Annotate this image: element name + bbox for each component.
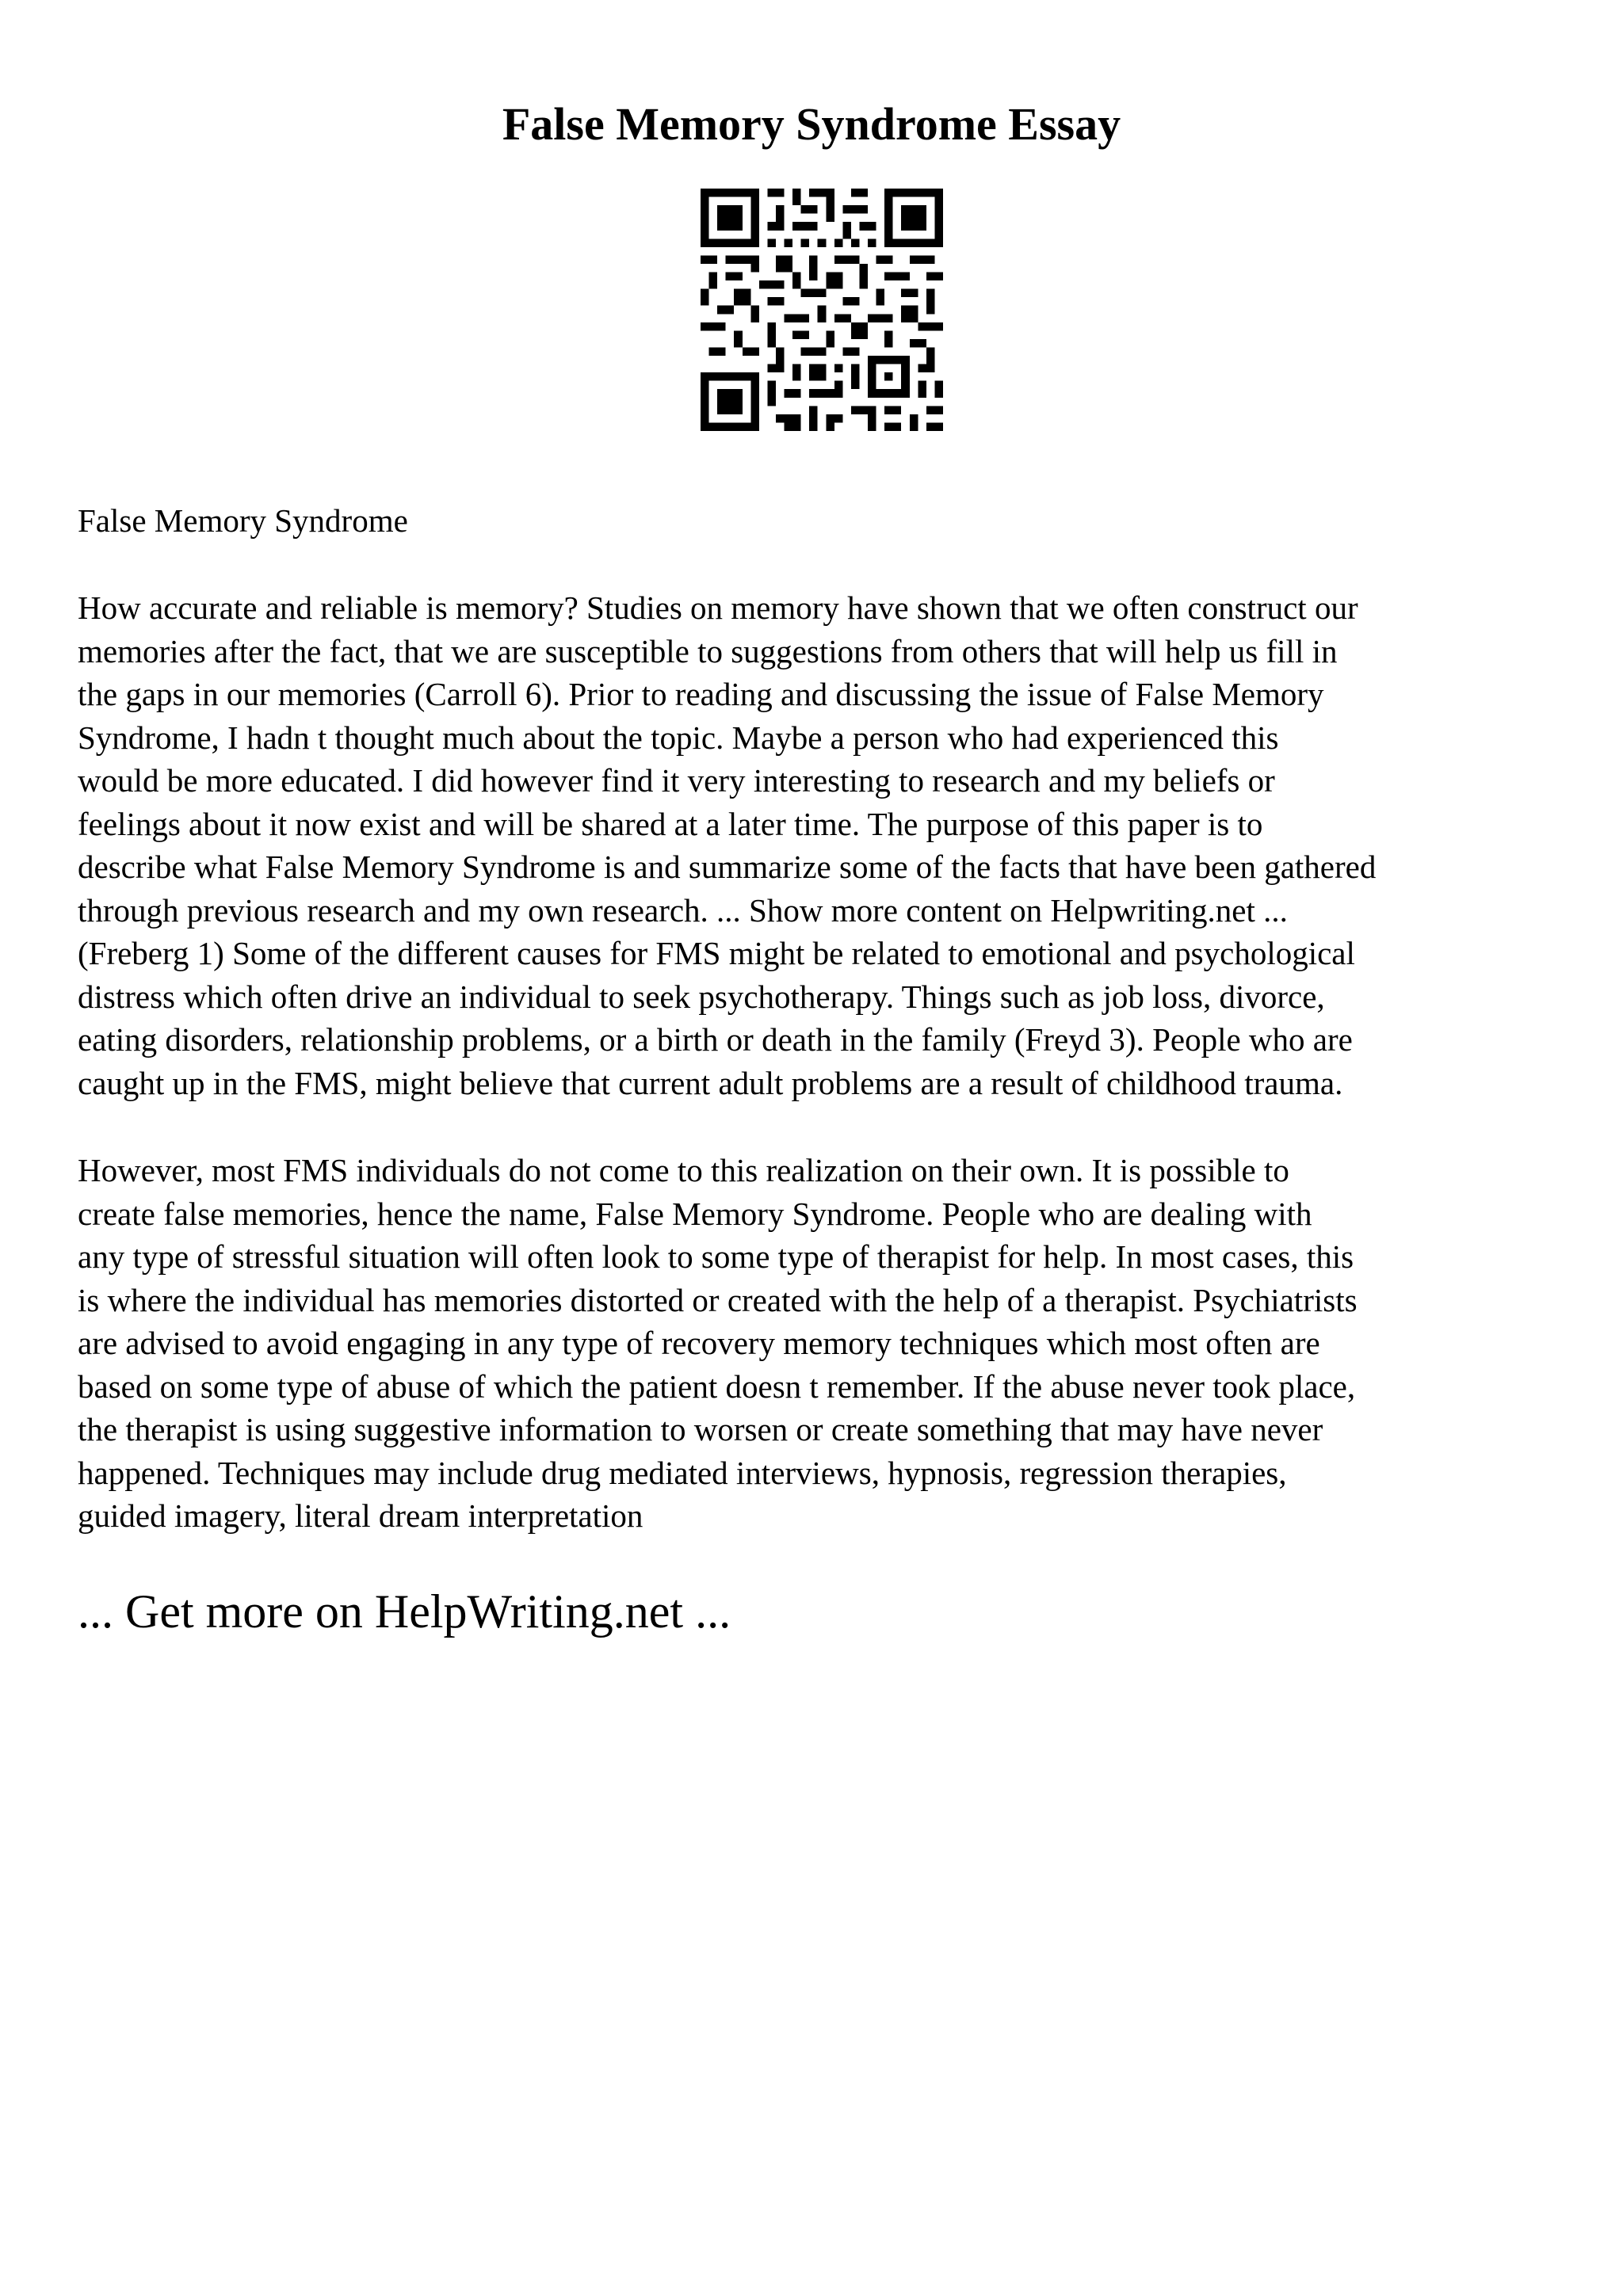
paragraph-line: feelings about it now exist and will be shared at a later time. The purpose of this paper is to	[78, 805, 1263, 842]
paragraph-line: memories after the fact, that we are susceptible to suggestions from others that will help us fill in	[78, 632, 1338, 669]
paragraph-line: describe what False Memory Syndrome is and summarize some of the facts that have been gathered	[78, 849, 1377, 885]
paragraph-line: distress which often drive an individual to seek psychotherapy. Things such as job loss, divorce,	[78, 978, 1325, 1015]
paragraph-line: would be more educated. I did however find it very interesting to research and my beliefs or	[78, 762, 1275, 799]
paragraph-line: create false memories, hence the name, False Memory Syndrome. People who are dealing with	[78, 1195, 1312, 1232]
qr-code-graphic	[701, 189, 943, 431]
paragraph-line: the therapist is using suggestive information to worsen or create something that may have never	[78, 1411, 1323, 1447]
paragraph-line: caught up in the FMS, might believe that current adult problems are a result of childhood trauma.	[78, 1064, 1343, 1101]
paragraph-line: any type of stressful situation will often look to some type of therapist for help. In most cases, this	[78, 1238, 1354, 1275]
paragraph-line: eating disorders, relationship problems, or a birth or death in the family (Freyd 3). People who are	[78, 1021, 1353, 1058]
get-more-link[interactable]: ... Get more on HelpWriting.net ...	[78, 1585, 731, 1638]
paragraph-line: based on some type of abuse of which the patient doesn t remember. If the abuse never took place,	[78, 1367, 1356, 1405]
qr-code-icon	[701, 189, 943, 431]
paragraph-line: the gaps in our memories (Carroll 6). Prior to reading and discussing the issue of False Memory	[78, 676, 1324, 712]
paragraph-1	[78, 586, 1568, 1104]
paragraph-line: guided imagery, literal dream interpretation	[78, 1497, 643, 1534]
paragraph-line: Syndrome, I hadn t thought much about the topic. Maybe a person who had experienced this	[78, 719, 1279, 756]
paragraph-line: (Freberg 1) Some of the different causes for FMS might be related to emotional and psychological	[78, 935, 1355, 971]
paragraph-line: through previous research and my own research. ... Show more content on Helpwriting.net ...	[78, 891, 1288, 929]
paragraph-line: However, most FMS individuals do not come to this realization on their own. It is possible to	[78, 1152, 1289, 1188]
paragraph-line: are advised to avoid engaging in any type of recovery memory techniques which most often are	[78, 1325, 1320, 1361]
paragraph-2	[78, 1149, 1568, 1538]
paragraph-line: happened. Techniques may include drug mediated interviews, hypnosis, regression therapies,	[78, 1454, 1287, 1491]
document-title: False Memory Syndrome Essay	[502, 98, 1121, 150]
paragraph-line: is where the individual has memories distorted or created with the help of a therapist. Psychiatrists	[78, 1281, 1358, 1318]
paragraph-line: How accurate and reliable is memory? Studies on memory have shown that we often construct our	[78, 589, 1358, 626]
section-heading: False Memory Syndrome	[78, 502, 408, 539]
